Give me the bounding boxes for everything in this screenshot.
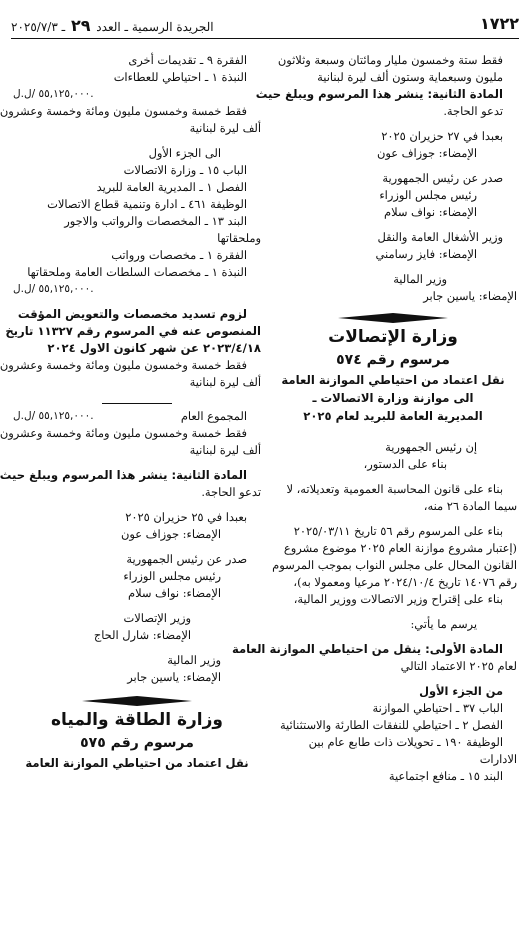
left-column-bottom [0, 425, 261, 686]
text-line: بعبدا في ٢٧ حزيران ٢٠٢٥ [381, 129, 503, 143]
text-line: لعام ٢٠٢٥ الاعتماد التالي [400, 659, 517, 673]
text-line: بناء على المرسوم رقم ٥٦ تاريخ ٢٠٢٥/٠٣/١١ [293, 524, 503, 538]
total-label: المجموع العام [180, 409, 247, 423]
text-line: الباب ١٥ ـ وزارة الاتصالات [123, 163, 247, 177]
text-line: الفقرة ٩ ـ تقديمات أخرى [128, 53, 247, 67]
text-line: وزير المالية [393, 272, 447, 286]
text-line: (إعتبار مشروع موازنة العام ٢٠٢٥ موضوع مشروع [283, 541, 517, 555]
text-line: وزير الإتصالات [123, 611, 191, 625]
text-line: رئيس مجلس الوزراء [379, 188, 477, 202]
text-line: الإمضاء: فايز رسامني [375, 247, 477, 261]
text-line: من الجزء الأول [419, 684, 503, 698]
text-line: بعبدا في ٢٥ حزيران ٢٠٢٥ [125, 510, 247, 524]
ministry-title-energy: وزارة الطاقة والمياه [51, 710, 223, 730]
justification-line: المنصوص عنه في المرسوم رقم ١١٣٢٧ تاريخ [5, 324, 261, 338]
spacer [13, 602, 261, 610]
text-line: الإمضاء: شارل الحاج [93, 628, 191, 642]
left-column [0, 52, 261, 772]
text-line: ألف ليرة لبنانية [189, 375, 261, 389]
spacer [269, 608, 517, 616]
spacer [13, 543, 261, 551]
text-line: الفصل ٢ ـ احتياطي للنفقات الطارئة والاستثنائية [279, 718, 503, 732]
text-line: بناء على الدستور، [363, 457, 447, 471]
amount-value: ٥٥,١٢٥,٠٠٠ /ل.ل. [13, 88, 94, 100]
text-line: البند ١٥ ـ منافع اجتماعية [388, 769, 503, 783]
left-column-after-justification [0, 357, 261, 391]
gazette-label: الجريدة الرسمية ـ العدد [96, 20, 214, 34]
spacer [13, 501, 261, 509]
spacer [269, 675, 517, 683]
gazette-issue-info [11, 16, 214, 35]
decree-subtitle-line: نقل اعتماد من احتياطي الموازنة العامة [281, 373, 505, 387]
decree-subtitle-line: المديرية العامة للبريد لعام ٢٠٢٥ [303, 409, 483, 423]
amount-value: ٥٥,١٢٥,٠٠٠ /ل.ل. [13, 283, 94, 295]
section-ornament [13, 694, 261, 708]
text-line: ألف ليرة لبنانية [189, 443, 261, 457]
text-line: بناء على إقتراح وزير الاتصالات ووزير المالية، [293, 592, 503, 606]
text-line: الباب ٣٧ ـ احتياطي الموازنة [372, 701, 503, 715]
page-number: ١٧٢٢ [479, 14, 519, 33]
page-header [11, 14, 519, 34]
text-line: ألف ليرة لبنانية [189, 121, 261, 135]
spacer [13, 298, 261, 306]
header-rule [11, 38, 519, 39]
spacer [269, 221, 517, 229]
text-line: الادارات [479, 752, 517, 766]
text-line: يرسم ما يأتي: [410, 617, 477, 631]
ornament-icon [338, 312, 448, 324]
text-line: فقط خمسة وخمسون مليون ومائة وخمسة وعشرون [0, 104, 247, 118]
text-line: الفقرة ١ ـ مخصصات ورواتب [111, 248, 247, 262]
text-line: صدر عن رئيس الجمهورية [382, 171, 503, 185]
text-line: بناء على قانون المحاسبة العمومية وتعديلاته، لا [286, 482, 503, 496]
text-line: الى الجزء الأول [148, 146, 221, 160]
text-line: وزير الأشغال العامة والنقل [377, 230, 503, 244]
spacer [269, 633, 517, 641]
justification-line: لزوم تسديد مخصصات والتعويض المؤقت [17, 307, 247, 321]
spacer [13, 137, 261, 145]
decree-subtitle-line: نقل اعتماد من احتياطي الموازنة العامة [25, 756, 249, 770]
text-line: الإمضاء: نواف سلام [384, 205, 477, 219]
left-column-middle [0, 103, 261, 281]
text-line: المادة الأولى: ينقل من احتياطي الموازنة العامة [231, 642, 503, 656]
text-line: فقط خمسة وخمسون مليون ومائة وخمسة وعشرون [0, 358, 247, 372]
text-line: رقم ١٤٠٧٦ تاريخ ٢٠٢٤/١٠/٤ مرعيا ومعمولا به)، [293, 575, 517, 589]
text-line: وملحقاتها [217, 231, 261, 245]
text-line: الفصل ١ ـ المديرية العامة للبريد [96, 180, 247, 194]
text-line: مليون وسبعماية وستون ألف ليرة لبنانية [317, 70, 503, 84]
total-amount: ٥٥,١٢٥,٠٠٠ /ل.ل. [13, 410, 94, 422]
text-line: رئيس مجلس الوزراء [123, 569, 221, 583]
text-line: تدعو الحاجة. [443, 104, 503, 118]
ministry-title-telecom: وزارة الإتصالات [328, 327, 458, 347]
left-column-top [13, 52, 261, 86]
spacer [269, 162, 517, 170]
text-line: تدعو الحاجة. [201, 485, 261, 499]
spacer [269, 263, 517, 271]
text-line: إن رئيس الجمهورية [385, 440, 477, 454]
text-line: النبذة ١ ـ احتياطي للعطاءات [113, 70, 247, 84]
justification-line: ٢٠٢٣/٤/١٨ عن شهر كانون الاول ٢٠٢٤ [47, 341, 261, 355]
text-line: الإمضاء: ياسين جابر [127, 670, 221, 684]
text-line: سيما المادة ٢٦ منه، [423, 499, 517, 513]
decree-subtitle-line: الى موازنة وزارة الاتصالات ـ [312, 391, 474, 405]
total-row [13, 408, 261, 425]
text-line: الإمضاء: ياسين جابر [423, 289, 517, 303]
amount-row [13, 86, 261, 103]
right-column-top [255, 52, 517, 305]
text-line: الإمضاء: جوزاف عون [121, 527, 221, 541]
text-line: البند ١٣ ـ المخصصات والرواتب والاجور [64, 214, 247, 228]
spacer [13, 391, 261, 399]
text-line: الوظيفة ٤٦١ ـ ادارة وتنمية قطاع الاتصالات [47, 197, 247, 211]
spacer [269, 120, 517, 128]
section-ornament [269, 311, 517, 325]
decree-number-575: مرسوم رقم ٥٧٥ [80, 735, 194, 751]
text-line: المادة الثانية: ينشر هذا المرسوم ويبلغ حيث [0, 468, 247, 482]
text-line: فقط خمسة وخمسون مليون ومائة وخمسة وعشرون [0, 426, 247, 440]
spacer [13, 644, 261, 652]
decree-number-574: مرسوم رقم ٥٧٤ [336, 352, 450, 368]
text-line: القانون المحال على مجلس النواب بموجب المرسوم [272, 558, 517, 572]
text-line: النبذة ١ ـ مخصصات السلطات العامة وملحقاتها [27, 265, 247, 279]
text-line: صدر عن رئيس الجمهورية [126, 552, 247, 566]
text-line: الإمضاء: نواف سلام [128, 586, 221, 600]
text-line: فقط ستة وخمسون مليار ومائتان وسبعة وثلاثون [277, 53, 503, 67]
amount-row [13, 281, 261, 298]
spacer [269, 425, 517, 439]
text-line: المادة الثانية: ينشر هذا المرسوم ويبلغ حيث [255, 87, 503, 101]
ornament-icon [82, 695, 192, 707]
spacer [269, 473, 517, 481]
text-line: الإمضاء: جوزاف عون [377, 146, 477, 160]
issue-number: ٢٩ [70, 16, 91, 35]
total-divider [102, 403, 172, 404]
spacer [13, 459, 261, 467]
text-line: الوظيفة ١٩٠ ـ تحويلات ذات طابع عام بين [308, 735, 503, 749]
text-line: وزير المالية [167, 653, 221, 667]
spacer [269, 515, 517, 523]
issue-date: ـ ٢٠٢٥/٧/٣ [11, 20, 66, 34]
